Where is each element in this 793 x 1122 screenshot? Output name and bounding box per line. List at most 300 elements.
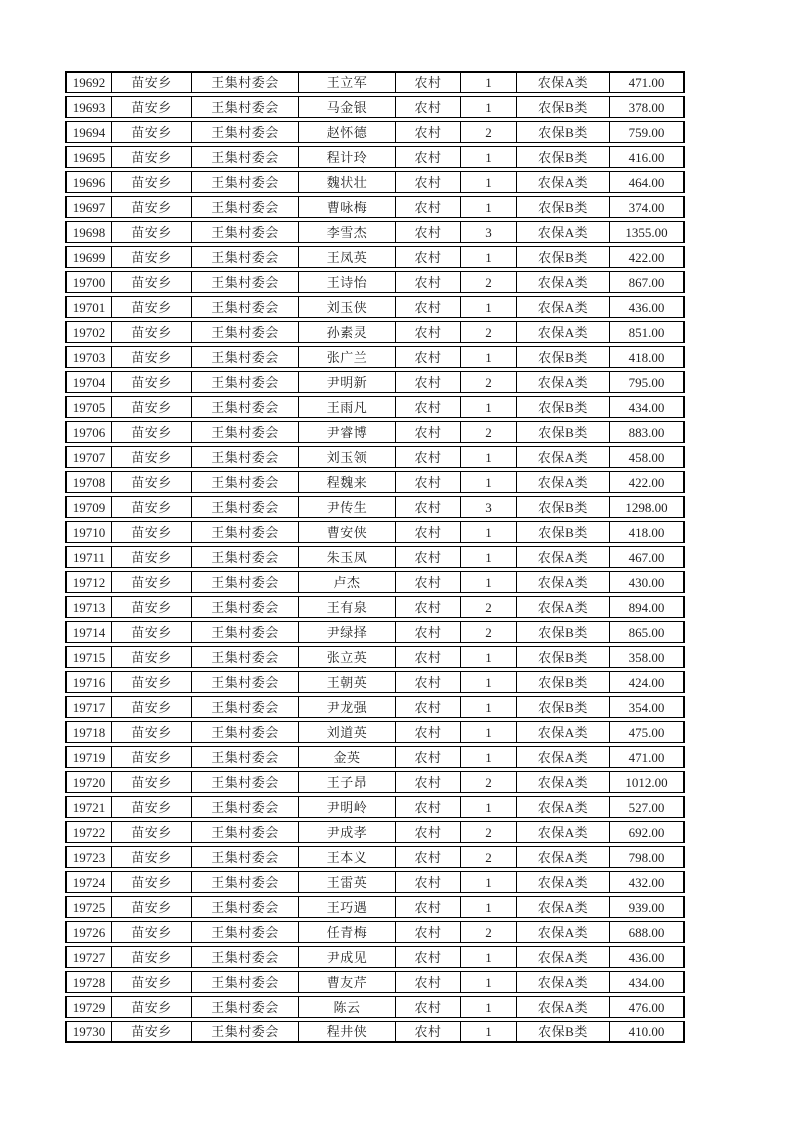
cell-area-type: 农村 <box>396 797 461 817</box>
cell-village: 王集村委会 <box>192 297 299 317</box>
cell-amount: 851.00 <box>628 324 665 340</box>
cell-name: 王立军 <box>299 73 396 92</box>
cell-person-count: 1 <box>461 447 517 467</box>
cell-person-count: 2 <box>461 922 517 942</box>
cell-person-count: 1 <box>461 297 517 317</box>
table-row <box>65 646 685 668</box>
table-row <box>65 971 685 993</box>
cell-village: 王集村委会 <box>192 1022 299 1041</box>
cell-amount: 378.00 <box>628 99 665 115</box>
cell-name: 朱玉凤 <box>299 547 396 567</box>
cell-village: 王集村委会 <box>192 372 299 392</box>
cell-township: 苗安乡 <box>112 372 192 392</box>
cell-amount: 436.00 <box>628 299 665 315</box>
cell-category: 农保B类 <box>517 672 610 692</box>
cell-village: 王集村委会 <box>192 997 299 1017</box>
cell-id: 19704 <box>67 372 112 392</box>
cell-area-type: 农村 <box>396 1022 461 1041</box>
cell-id: 19693 <box>67 97 112 117</box>
cell-area-type: 农村 <box>396 247 461 267</box>
cell-id: 19720 <box>67 772 112 792</box>
cell-person-count: 1 <box>461 697 517 717</box>
cell-area-type: 农村 <box>396 897 461 917</box>
table-row <box>65 721 685 743</box>
cell-village: 王集村委会 <box>192 547 299 567</box>
cell-township: 苗安乡 <box>112 322 192 342</box>
cell-amount: 475.00 <box>628 724 665 740</box>
cell-name: 王有泉 <box>299 597 396 617</box>
cell-category: 农保A类 <box>517 897 610 917</box>
cell-village: 王集村委会 <box>192 322 299 342</box>
cell-id: 19725 <box>67 897 112 917</box>
table-row <box>65 671 685 693</box>
cell-person-count: 1 <box>461 872 517 892</box>
cell-amount: 358.00 <box>628 649 665 665</box>
cell-category: 农保A类 <box>517 922 610 942</box>
table-row <box>65 296 685 318</box>
cell-amount: 458.00 <box>628 449 665 465</box>
cell-area-type: 农村 <box>396 522 461 542</box>
cell-category: 农保A类 <box>517 572 610 592</box>
cell-category: 农保B类 <box>517 1022 610 1041</box>
cell-area-type: 农村 <box>396 597 461 617</box>
cell-id: 19719 <box>67 747 112 767</box>
cell-person-count: 3 <box>461 222 517 242</box>
cell-name: 马金银 <box>299 97 396 117</box>
cell-township: 苗安乡 <box>112 922 192 942</box>
cell-person-count: 2 <box>461 822 517 842</box>
cell-area-type: 农村 <box>396 447 461 467</box>
cell-category: 农保B类 <box>517 422 610 442</box>
cell-village: 王集村委会 <box>192 347 299 367</box>
cell-area-type: 农村 <box>396 147 461 167</box>
cell-area-type: 农村 <box>396 647 461 667</box>
cell-area-type: 农村 <box>396 947 461 967</box>
cell-area-type: 农村 <box>396 697 461 717</box>
cell-village: 王集村委会 <box>192 972 299 992</box>
cell-id: 19697 <box>67 197 112 217</box>
cell-id: 19726 <box>67 922 112 942</box>
cell-area-type: 农村 <box>396 822 461 842</box>
cell-township: 苗安乡 <box>112 747 192 767</box>
cell-village: 王集村委会 <box>192 247 299 267</box>
cell-area-type: 农村 <box>396 872 461 892</box>
cell-id: 19714 <box>67 622 112 642</box>
cell-village: 王集村委会 <box>192 397 299 417</box>
table-row <box>65 571 685 593</box>
cell-township: 苗安乡 <box>112 422 192 442</box>
cell-village: 王集村委会 <box>192 97 299 117</box>
cell-township: 苗安乡 <box>112 347 192 367</box>
cell-name: 魏状壮 <box>299 172 396 192</box>
cell-area-type: 农村 <box>396 747 461 767</box>
cell-amount: 688.00 <box>628 924 665 940</box>
cell-name: 尹明新 <box>299 372 396 392</box>
table-row <box>65 246 685 268</box>
cell-id: 19701 <box>67 297 112 317</box>
cell-category: 农保A类 <box>517 722 610 742</box>
cell-person-count: 2 <box>461 597 517 617</box>
cell-village: 王集村委会 <box>192 572 299 592</box>
cell-category: 农保A类 <box>517 272 610 292</box>
cell-id: 19716 <box>67 672 112 692</box>
cell-category: 农保A类 <box>517 322 610 342</box>
cell-village: 王集村委会 <box>192 772 299 792</box>
cell-township: 苗安乡 <box>112 472 192 492</box>
table-row <box>65 171 685 193</box>
cell-amount: 467.00 <box>628 549 665 565</box>
cell-amount: 692.00 <box>628 824 665 840</box>
cell-area-type: 农村 <box>396 972 461 992</box>
cell-person-count: 1 <box>461 347 517 367</box>
cell-id: 19718 <box>67 722 112 742</box>
cell-amount: 476.00 <box>628 999 665 1015</box>
cell-id: 19708 <box>67 472 112 492</box>
cell-area-type: 农村 <box>396 272 461 292</box>
cell-person-count: 1 <box>461 172 517 192</box>
cell-township: 苗安乡 <box>112 872 192 892</box>
cell-id: 19728 <box>67 972 112 992</box>
cell-name: 王雷英 <box>299 872 396 892</box>
cell-area-type: 农村 <box>396 722 461 742</box>
cell-village: 王集村委会 <box>192 73 299 92</box>
cell-amount: 1012.00 <box>625 774 668 790</box>
cell-township: 苗安乡 <box>112 122 192 142</box>
cell-id: 19710 <box>67 522 112 542</box>
cell-name: 王巧遇 <box>299 897 396 917</box>
cell-id: 19727 <box>67 947 112 967</box>
cell-village: 王集村委会 <box>192 597 299 617</box>
cell-area-type: 农村 <box>396 572 461 592</box>
cell-village: 王集村委会 <box>192 672 299 692</box>
cell-person-count: 1 <box>461 522 517 542</box>
cell-person-count: 2 <box>461 772 517 792</box>
cell-township: 苗安乡 <box>112 297 192 317</box>
table-row <box>65 696 685 718</box>
cell-name: 曹友芹 <box>299 972 396 992</box>
cell-name: 李雪杰 <box>299 222 396 242</box>
table-row <box>65 546 685 568</box>
table-row <box>65 521 685 543</box>
cell-category: 农保B类 <box>517 97 610 117</box>
table-row <box>65 596 685 618</box>
cell-amount: 867.00 <box>628 274 665 290</box>
cell-person-count: 1 <box>461 97 517 117</box>
cell-amount: 434.00 <box>628 399 665 415</box>
cell-amount: 883.00 <box>628 424 665 440</box>
cell-category: 农保A类 <box>517 797 610 817</box>
cell-category: 农保A类 <box>517 297 610 317</box>
cell-id: 19706 <box>67 422 112 442</box>
cell-name: 王子昂 <box>299 772 396 792</box>
cell-amount: 410.00 <box>628 1024 665 1039</box>
cell-category: 农保B类 <box>517 397 610 417</box>
cell-area-type: 农村 <box>396 347 461 367</box>
cell-id: 19717 <box>67 697 112 717</box>
cell-id: 19696 <box>67 172 112 192</box>
cell-amount: 795.00 <box>628 374 665 390</box>
cell-name: 陈云 <box>299 997 396 1017</box>
cell-area-type: 农村 <box>396 497 461 517</box>
cell-category: 农保A类 <box>517 847 610 867</box>
cell-amount: 436.00 <box>628 949 665 965</box>
cell-category: 农保B类 <box>517 122 610 142</box>
cell-township: 苗安乡 <box>112 647 192 667</box>
cell-township: 苗安乡 <box>112 847 192 867</box>
cell-amount: 430.00 <box>628 574 665 590</box>
cell-village: 王集村委会 <box>192 522 299 542</box>
cell-township: 苗安乡 <box>112 147 192 167</box>
cell-township: 苗安乡 <box>112 947 192 967</box>
cell-amount: 865.00 <box>628 624 665 640</box>
cell-area-type: 农村 <box>396 397 461 417</box>
cell-category: 农保A类 <box>517 597 610 617</box>
table-row <box>65 996 685 1018</box>
cell-category: 农保A类 <box>517 472 610 492</box>
cell-category: 农保B类 <box>517 522 610 542</box>
cell-village: 王集村委会 <box>192 897 299 917</box>
cell-person-count: 1 <box>461 897 517 917</box>
cell-id: 19724 <box>67 872 112 892</box>
cell-person-count: 1 <box>461 797 517 817</box>
cell-category: 农保B类 <box>517 247 610 267</box>
cell-category: 农保B类 <box>517 197 610 217</box>
cell-village: 王集村委会 <box>192 122 299 142</box>
cell-village: 王集村委会 <box>192 647 299 667</box>
cell-township: 苗安乡 <box>112 797 192 817</box>
cell-amount: 527.00 <box>628 799 665 815</box>
cell-area-type: 农村 <box>396 472 461 492</box>
table-row <box>65 196 685 218</box>
table-row <box>65 746 685 768</box>
table-row <box>65 821 685 843</box>
cell-id: 19702 <box>67 322 112 342</box>
cell-village: 王集村委会 <box>192 822 299 842</box>
table-row <box>65 471 685 493</box>
cell-category: 农保A类 <box>517 747 610 767</box>
cell-name: 尹龙强 <box>299 697 396 717</box>
cell-township: 苗安乡 <box>112 197 192 217</box>
cell-category: 农保A类 <box>517 172 610 192</box>
cell-area-type: 农村 <box>396 222 461 242</box>
table-row <box>65 396 685 418</box>
cell-category: 农保B类 <box>517 347 610 367</box>
cell-amount: 422.00 <box>628 474 665 490</box>
cell-name: 赵怀德 <box>299 122 396 142</box>
cell-area-type: 农村 <box>396 547 461 567</box>
cell-township: 苗安乡 <box>112 897 192 917</box>
cell-name: 张广兰 <box>299 347 396 367</box>
table-row <box>65 121 685 143</box>
cell-amount: 1355.00 <box>625 224 668 240</box>
cell-category: 农保B类 <box>517 697 610 717</box>
cell-township: 苗安乡 <box>112 447 192 467</box>
cell-person-count: 1 <box>461 747 517 767</box>
cell-name: 尹睿博 <box>299 422 396 442</box>
cell-name: 刘道英 <box>299 722 396 742</box>
cell-person-count: 3 <box>461 497 517 517</box>
cell-village: 王集村委会 <box>192 722 299 742</box>
cell-amount: 432.00 <box>628 874 665 890</box>
cell-person-count: 1 <box>461 722 517 742</box>
cell-township: 苗安乡 <box>112 497 192 517</box>
cell-area-type: 农村 <box>396 322 461 342</box>
table-row <box>65 371 685 393</box>
cell-name: 任青梅 <box>299 922 396 942</box>
cell-township: 苗安乡 <box>112 722 192 742</box>
table-row <box>65 271 685 293</box>
cell-township: 苗安乡 <box>112 622 192 642</box>
cell-township: 苗安乡 <box>112 272 192 292</box>
cell-amount: 354.00 <box>628 699 665 715</box>
cell-village: 王集村委会 <box>192 472 299 492</box>
cell-id: 19729 <box>67 997 112 1017</box>
cell-name: 尹成孝 <box>299 822 396 842</box>
cell-area-type: 农村 <box>396 672 461 692</box>
cell-township: 苗安乡 <box>112 972 192 992</box>
cell-village: 王集村委会 <box>192 797 299 817</box>
cell-area-type: 农村 <box>396 73 461 92</box>
cell-name: 张立英 <box>299 647 396 667</box>
cell-township: 苗安乡 <box>112 97 192 117</box>
cell-township: 苗安乡 <box>112 997 192 1017</box>
cell-village: 王集村委会 <box>192 872 299 892</box>
cell-person-count: 1 <box>461 397 517 417</box>
cell-id: 19694 <box>67 122 112 142</box>
cell-person-count: 2 <box>461 422 517 442</box>
cell-id: 19703 <box>67 347 112 367</box>
cell-id: 19705 <box>67 397 112 417</box>
cell-category: 农保B类 <box>517 647 610 667</box>
cell-id: 19730 <box>67 1022 112 1041</box>
cell-area-type: 农村 <box>396 422 461 442</box>
cell-person-count: 1 <box>461 647 517 667</box>
table-row <box>65 446 685 468</box>
cell-amount: 434.00 <box>628 974 665 990</box>
cell-category: 农保A类 <box>517 872 610 892</box>
cell-area-type: 农村 <box>396 372 461 392</box>
cell-amount: 464.00 <box>628 174 665 190</box>
cell-name: 程计玲 <box>299 147 396 167</box>
cell-name: 王诗怡 <box>299 272 396 292</box>
cell-person-count: 2 <box>461 622 517 642</box>
cell-township: 苗安乡 <box>112 222 192 242</box>
cell-person-count: 1 <box>461 947 517 967</box>
cell-area-type: 农村 <box>396 297 461 317</box>
cell-person-count: 1 <box>461 672 517 692</box>
cell-name: 卢杰 <box>299 572 396 592</box>
cell-village: 王集村委会 <box>192 497 299 517</box>
cell-township: 苗安乡 <box>112 397 192 417</box>
cell-category: 农保A类 <box>517 547 610 567</box>
cell-township: 苗安乡 <box>112 73 192 92</box>
cell-township: 苗安乡 <box>112 247 192 267</box>
cell-category: 农保A类 <box>517 997 610 1017</box>
cell-village: 王集村委会 <box>192 222 299 242</box>
cell-category: 农保A类 <box>517 772 610 792</box>
cell-name: 尹明岭 <box>299 797 396 817</box>
table-row <box>65 771 685 793</box>
cell-area-type: 农村 <box>396 197 461 217</box>
table-row <box>65 871 685 893</box>
cell-category: 农保A类 <box>517 222 610 242</box>
cell-name: 王朝英 <box>299 672 396 692</box>
cell-id: 19723 <box>67 847 112 867</box>
cell-amount: 471.00 <box>628 75 665 90</box>
cell-category: 农保B类 <box>517 147 610 167</box>
cell-amount: 759.00 <box>628 124 665 140</box>
cell-id: 19700 <box>67 272 112 292</box>
cell-amount: 418.00 <box>628 524 665 540</box>
table-row <box>65 1021 685 1043</box>
cell-area-type: 农村 <box>396 122 461 142</box>
cell-name: 金英 <box>299 747 396 767</box>
cell-amount: 894.00 <box>628 599 665 615</box>
cell-village: 王集村委会 <box>192 922 299 942</box>
cell-name: 尹传生 <box>299 497 396 517</box>
cell-id: 19713 <box>67 597 112 617</box>
cell-name: 孙素灵 <box>299 322 396 342</box>
cell-area-type: 农村 <box>396 847 461 867</box>
cell-id: 19715 <box>67 647 112 667</box>
cell-id: 19721 <box>67 797 112 817</box>
cell-name: 曹安侠 <box>299 522 396 542</box>
cell-area-type: 农村 <box>396 622 461 642</box>
cell-amount: 424.00 <box>628 674 665 690</box>
cell-amount: 416.00 <box>628 149 665 165</box>
cell-township: 苗安乡 <box>112 172 192 192</box>
cell-category: 农保A类 <box>517 972 610 992</box>
cell-category: 农保A类 <box>517 947 610 967</box>
cell-name: 刘玉侠 <box>299 297 396 317</box>
cell-person-count: 1 <box>461 73 517 92</box>
cell-township: 苗安乡 <box>112 822 192 842</box>
table-row <box>65 621 685 643</box>
cell-name: 曹咏梅 <box>299 197 396 217</box>
cell-person-count: 1 <box>461 247 517 267</box>
table-row <box>65 921 685 943</box>
cell-village: 王集村委会 <box>192 747 299 767</box>
cell-category: 农保B类 <box>517 497 610 517</box>
cell-amount: 422.00 <box>628 249 665 265</box>
cell-name: 刘玉领 <box>299 447 396 467</box>
cell-township: 苗安乡 <box>112 547 192 567</box>
cell-village: 王集村委会 <box>192 447 299 467</box>
cell-person-count: 1 <box>461 997 517 1017</box>
cell-person-count: 1 <box>461 147 517 167</box>
cell-township: 苗安乡 <box>112 672 192 692</box>
cell-person-count: 2 <box>461 847 517 867</box>
table-row <box>65 96 685 118</box>
cell-category: 农保B类 <box>517 622 610 642</box>
cell-village: 王集村委会 <box>192 622 299 642</box>
cell-person-count: 1 <box>461 572 517 592</box>
cell-name: 程魏来 <box>299 472 396 492</box>
cell-category: 农保A类 <box>517 73 610 92</box>
cell-person-count: 2 <box>461 272 517 292</box>
cell-name: 程井侠 <box>299 1022 396 1041</box>
cell-area-type: 农村 <box>396 997 461 1017</box>
cell-category: 农保A类 <box>517 372 610 392</box>
cell-amount: 1298.00 <box>625 499 668 515</box>
table-row <box>65 221 685 243</box>
cell-village: 王集村委会 <box>192 197 299 217</box>
cell-person-count: 1 <box>461 1022 517 1041</box>
cell-id: 19695 <box>67 147 112 167</box>
cell-area-type: 农村 <box>396 97 461 117</box>
table-row <box>65 146 685 168</box>
cell-id: 19711 <box>67 547 112 567</box>
